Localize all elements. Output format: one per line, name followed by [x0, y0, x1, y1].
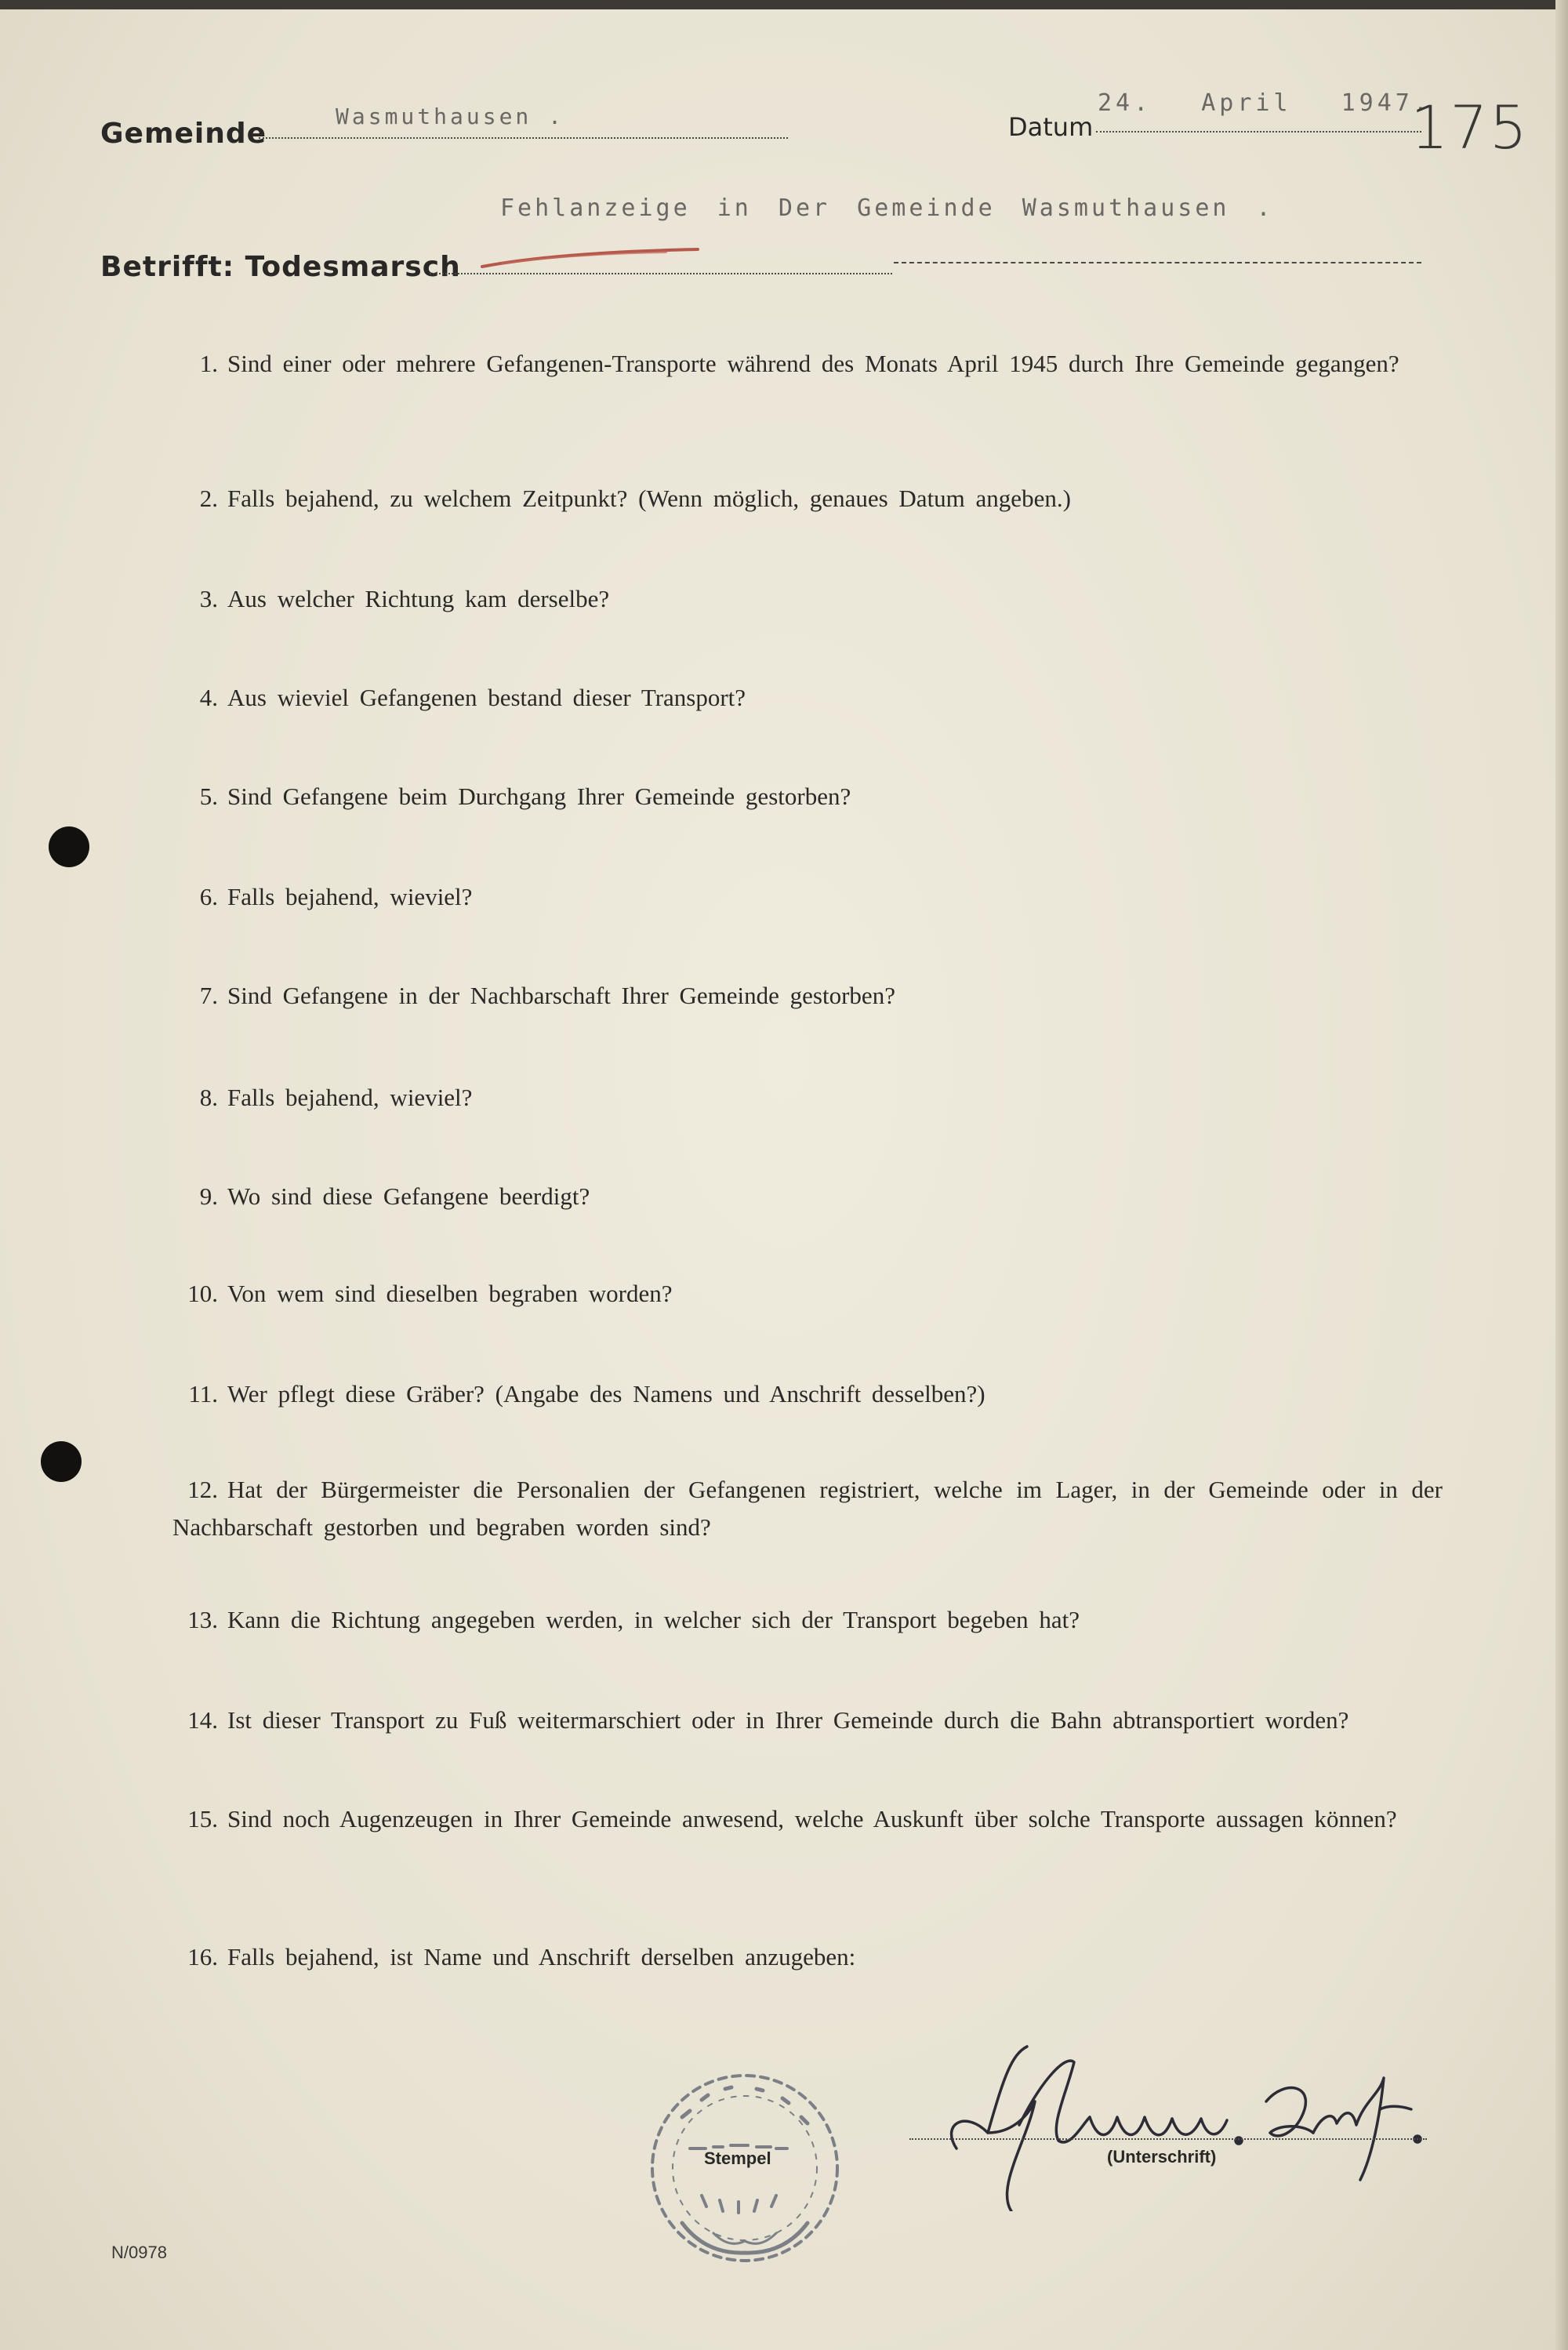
question-number: 10.	[187, 1280, 218, 1307]
betrifft-value: Fehlanzeige in Der Gemeinde Wasmuthausen .	[500, 194, 1274, 222]
punch-hole-bottom	[41, 1441, 82, 1482]
question-14	[172, 1702, 1443, 1739]
question-number: 5.	[199, 783, 218, 810]
question-text: Falls bejahend, ist Name und Anschrift derselben anzugeben:	[227, 1943, 856, 1970]
question-text: Sind Gefangene beim Durchgang Ihrer Gemeinde gestorben?	[227, 783, 851, 810]
question-4	[172, 679, 1443, 717]
betrifft-label: Betrifft: Todesmarsch	[100, 251, 461, 283]
question-text: Falls bejahend, wieviel?	[227, 883, 473, 910]
punch-hole-top	[49, 826, 89, 867]
datum-value: 24. April 1947.	[1098, 89, 1432, 117]
betrifft-dashed-line-right	[894, 262, 1421, 263]
question-text: Kann die Richtung angegeben werden, in welcher sich der Transport begeben hat?	[227, 1606, 1080, 1633]
question-number: 2.	[199, 485, 218, 512]
question-text: Aus welcher Richtung kam derselbe?	[227, 585, 610, 612]
question-11	[172, 1375, 1443, 1413]
question-15	[172, 1800, 1443, 1838]
question-text: Falls bejahend, zu welchem Zeitpunkt? (Wenn möglich, genaues Datum angeben.)	[227, 485, 1071, 512]
question-13	[172, 1601, 1443, 1639]
question-number: 4.	[199, 684, 218, 711]
question-number: 12.	[187, 1476, 218, 1503]
question-number: 7.	[199, 982, 218, 1009]
datum-dotted-line	[1096, 131, 1421, 133]
question-8	[172, 1079, 1443, 1117]
betrifft-dotted-line-left	[430, 273, 892, 274]
question-12	[172, 1471, 1443, 1546]
question-number: 13.	[187, 1606, 218, 1633]
question-1	[172, 345, 1443, 383]
question-text: Falls bejahend, wieviel?	[227, 1084, 473, 1111]
question-number: 8.	[199, 1084, 218, 1111]
gemeinde-label: Gemeinde	[100, 118, 267, 150]
right-paper-edge	[1555, 0, 1568, 2350]
question-number: 3.	[199, 585, 218, 612]
question-text: Von wem sind dieselben begraben worden?	[227, 1280, 673, 1307]
question-2	[172, 480, 1443, 518]
question-5	[172, 778, 1443, 815]
question-text: Hat der Bürgermeister die Personalien der Gefangenen registriert, welche im Lager, in der Gemeinde oder in der Nachbarschaft gestorben und begraben worden sind?	[172, 1476, 1443, 1541]
red-pencil-mark	[478, 242, 706, 273]
stempel-label: Stempel	[704, 2148, 771, 2168]
gemeinde-dotted-line	[259, 137, 788, 139]
question-number: 1.	[199, 350, 218, 377]
question-text: Aus wieviel Gefangenen bestand dieser Transport?	[227, 684, 746, 711]
question-number: 15.	[187, 1805, 218, 1832]
question-number: 16.	[187, 1943, 218, 1970]
signature-dotted-line	[909, 2138, 1427, 2140]
top-edge-band	[0, 0, 1568, 9]
question-text: Sind noch Augenzeugen in Ihrer Gemeinde anwesend, welche Auskunft über solche Transporte aussagen können?	[227, 1805, 1397, 1832]
unterschrift-label: (Unterschrift)	[1107, 2147, 1217, 2167]
question-text: Sind einer oder mehrere Gefangenen-Transporte während des Monats April 1945 durch Ihre Gemeinde gegangen?	[227, 350, 1399, 377]
question-text: Sind Gefangene in der Nachbarschaft Ihrer Gemeinde gestorben?	[227, 982, 895, 1009]
question-text: Ist dieser Transport zu Fuß weitermarschiert oder in Ihrer Gemeinde durch die Bahn abtransportiert worden?	[227, 1706, 1349, 1734]
question-text: Wo sind diese Gefangene beerdigt?	[227, 1182, 590, 1210]
datum-label: Datum	[1008, 112, 1094, 142]
page-number: 175	[1410, 93, 1529, 162]
question-text: Wer pflegt diese Gräber? (Angabe des Namens und Anschrift desselben?)	[227, 1380, 985, 1407]
question-number: 14.	[187, 1706, 218, 1734]
question-10	[172, 1275, 1443, 1313]
question-7	[172, 977, 1443, 1015]
question-9	[172, 1178, 1443, 1215]
question-number: 9.	[199, 1182, 218, 1210]
question-number: 6.	[199, 883, 218, 910]
question-number: 11.	[188, 1380, 218, 1407]
question-16	[172, 1938, 1443, 1976]
handwritten-signature	[909, 2031, 1443, 2211]
form-code: N/0978	[111, 2243, 167, 2262]
question-6	[172, 878, 1443, 916]
question-3	[172, 580, 1443, 618]
gemeinde-value: Wasmuthausen .	[336, 104, 565, 129]
